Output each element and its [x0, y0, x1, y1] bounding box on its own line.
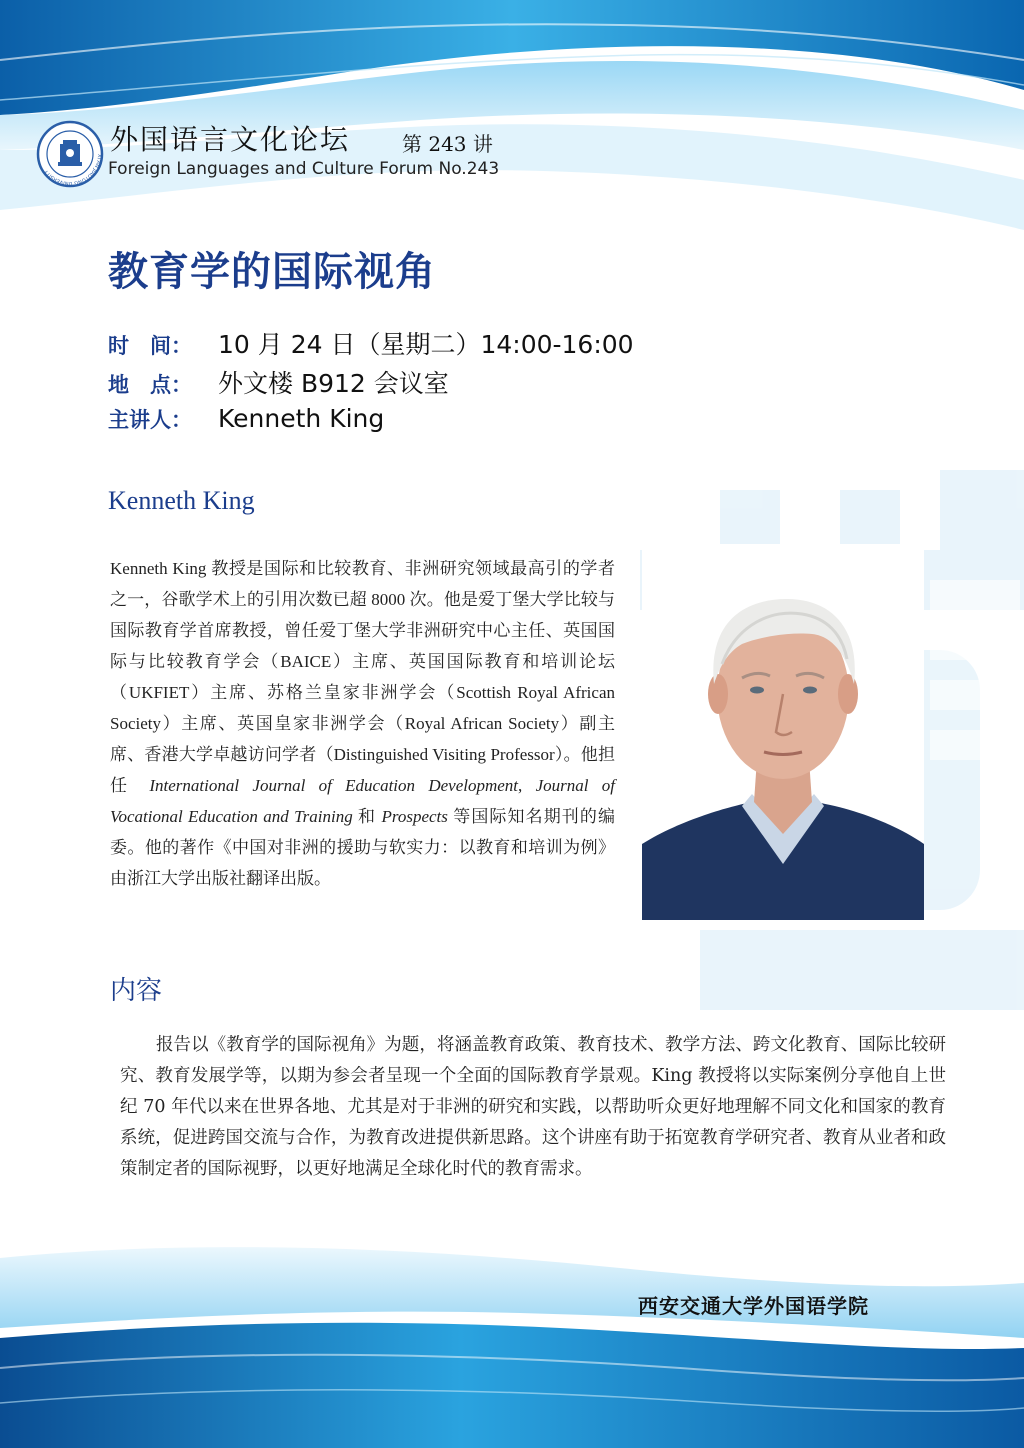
- time-value: 10 月 24 日（星期二）14:00-16:00: [218, 330, 634, 359]
- bio-heading: Kenneth King: [108, 486, 255, 515]
- speaker-label: 主讲人：: [108, 407, 192, 432]
- place-label: 地 点：: [108, 372, 192, 397]
- bio-text-1: Kenneth King 教授是国际和比较教育、非洲研究领域最高引的学者之一，谷歌学术上的引用次数已超 8000 次。他是爱丁堡大学比较与国际教育学首席教授，曾任爱丁堡大学非洲研究中心主任、英国国际与比较教育学会（BAICE）主席、英国国际教育和培训论坛（UKFIET）主席、苏格兰皇家非洲学会（Scottish Royal African Society）主席、英国皇家非洲学会（Royal African Society）副主席、香港大学卓越访问学者（Distinguished Visiting Professor）。他担任: [110, 559, 615, 795]
- lecture-title: 教育学的国际视角: [108, 249, 436, 295]
- forum-number: 第 243 讲: [402, 132, 493, 156]
- forum-title-cn: 外国语言文化论坛: [110, 123, 351, 156]
- content-paragraph: 报告以《教育学的国际视角》为题，将涵盖教育政策、教育技术、教学方法、跨文化教育、国际比较研究、教育发展学等，以期为参会者呈现一个全面的国际教育学景观。King 教授将以实际案例分享他自上世纪 70 年代以来在世界各地、尤其是对于非洲的研究和实践，以帮助听众更好地理解不同文化和国家的教育系统，促进跨国交流与合作，为教育改进提供新思路。这个讲座有助于拓宽教育学研究者、教育从业者和政策制定者的国际视野，以更好地满足全球化时代的教育需求。: [120, 1035, 947, 1179]
- speaker-value: Kenneth King: [218, 404, 385, 433]
- info-time-row: [108, 325, 634, 361]
- bio-paragraph: [110, 553, 615, 894]
- svg-text:XI'AN JIAOTONG UNIVERSITY: XI'AN JIAOTONG UNIVERSITY: [43, 153, 103, 187]
- bio-text-2: 等国际知名期刊的编委。他的著作《中国对非洲的援助与软实力：以教育和培训为例》 由浙江大学出版社翻译出版。: [110, 807, 615, 888]
- bottom-wave-decoration: [0, 1218, 1024, 1448]
- journal-title-3: Prospects: [381, 807, 448, 826]
- time-label: 时 间：: [108, 333, 192, 358]
- organizer: 西安交通大学外国语学院: [638, 1294, 869, 1318]
- place-value: 外文楼 B912 会议室: [218, 369, 449, 398]
- journal-title-1: International Journal of Education Development: [149, 776, 519, 795]
- content-heading: 内容: [110, 976, 163, 1006]
- info-speaker-row: [108, 404, 384, 434]
- xjtu-logo: [36, 120, 104, 188]
- speaker-photo: [642, 544, 924, 920]
- bio-separator: ,: [518, 776, 536, 795]
- journal-title-2: Journal of Vocational Education and Training: [110, 776, 615, 826]
- bio-and: 和: [352, 807, 382, 826]
- info-place-row: [108, 364, 449, 400]
- forum-title-en: Foreign Languages and Culture Forum No.243: [108, 159, 500, 179]
